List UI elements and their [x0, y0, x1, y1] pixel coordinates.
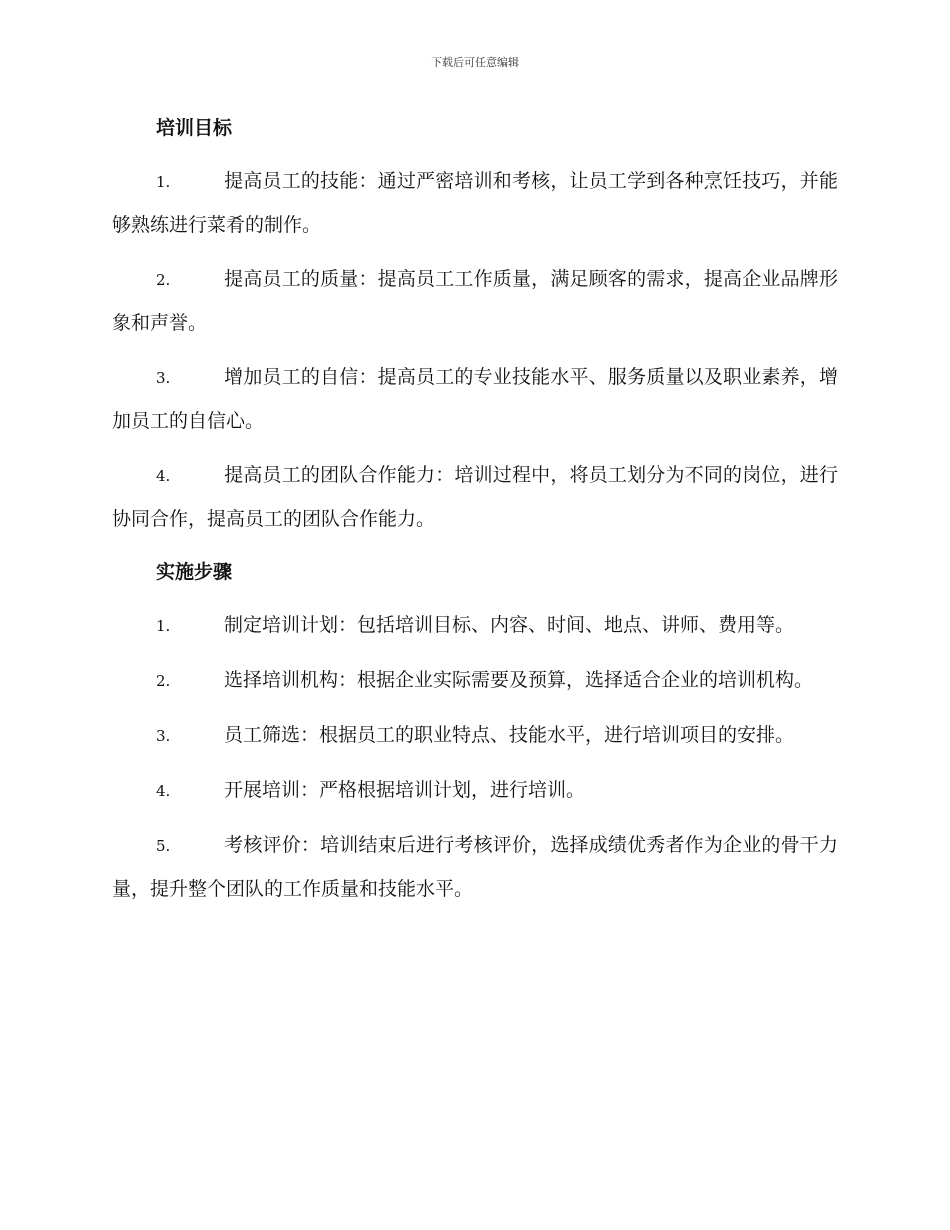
list-item: [112, 714, 838, 758]
list-item: [112, 824, 838, 911]
list-item: [112, 454, 838, 541]
list-item-number: 2.: [156, 271, 171, 289]
section-training-goals: [112, 108, 838, 541]
list-item-text: 提高员工的技能：通过严密培训和考核，让员工学到各种烹饪技巧，并能够熟练进行菜肴的制作。: [112, 170, 838, 236]
list-item-text: 增加员工的自信：提高员工的专业技能水平、服务质量以及职业素养，增加员工的自信心。: [112, 366, 838, 432]
list-item: [112, 160, 838, 247]
list-item: [112, 356, 838, 443]
list-item-number: 3.: [156, 369, 171, 387]
list-item-text: 制定培训计划：包括培训目标、内容、时间、地点、讲师、费用等。: [224, 614, 795, 636]
list-item-number: 5.: [156, 837, 171, 855]
list-item: [112, 258, 838, 345]
page-header: 下载后可任意编辑: [431, 56, 519, 69]
list-item-number: 1.: [156, 173, 171, 191]
document-body: [112, 108, 838, 922]
list-item-number: 4.: [156, 467, 171, 485]
list-item-text: 提高员工的团队合作能力：培训过程中，将员工划分为不同的岗位，进行协同合作，提高员工的团队合作能力。: [112, 464, 838, 530]
list-item-text: 考核评价：培训结束后进行考核评价，选择成绩优秀者作为企业的骨干力量，提升整个团队的工作质量和技能水平。: [112, 834, 838, 900]
list-item-text: 提高员工的质量：提高员工工作质量，满足顾客的需求，提高企业品牌形象和声誉。: [112, 268, 838, 334]
section-implementation-steps: [112, 552, 838, 911]
list-item-text: 员工筛选：根据员工的职业特点、技能水平，进行培训项目的安排。: [224, 724, 795, 746]
list-item-number: 1.: [156, 617, 171, 635]
list-item: [112, 659, 838, 703]
section-heading: 实施步骤: [156, 561, 233, 583]
list-item-number: 3.: [156, 727, 171, 745]
list-item: [112, 769, 838, 813]
list-item: [112, 604, 838, 648]
section-heading: 培训目标: [156, 117, 233, 139]
list-item-text: 选择培训机构：根据企业实际需要及预算，选择适合企业的培训机构。: [224, 669, 814, 691]
list-item-number: 4.: [156, 782, 171, 800]
list-item-number: 2.: [156, 672, 171, 690]
list-item-text: 开展培训：严格根据培训计划，进行培训。: [224, 779, 586, 801]
